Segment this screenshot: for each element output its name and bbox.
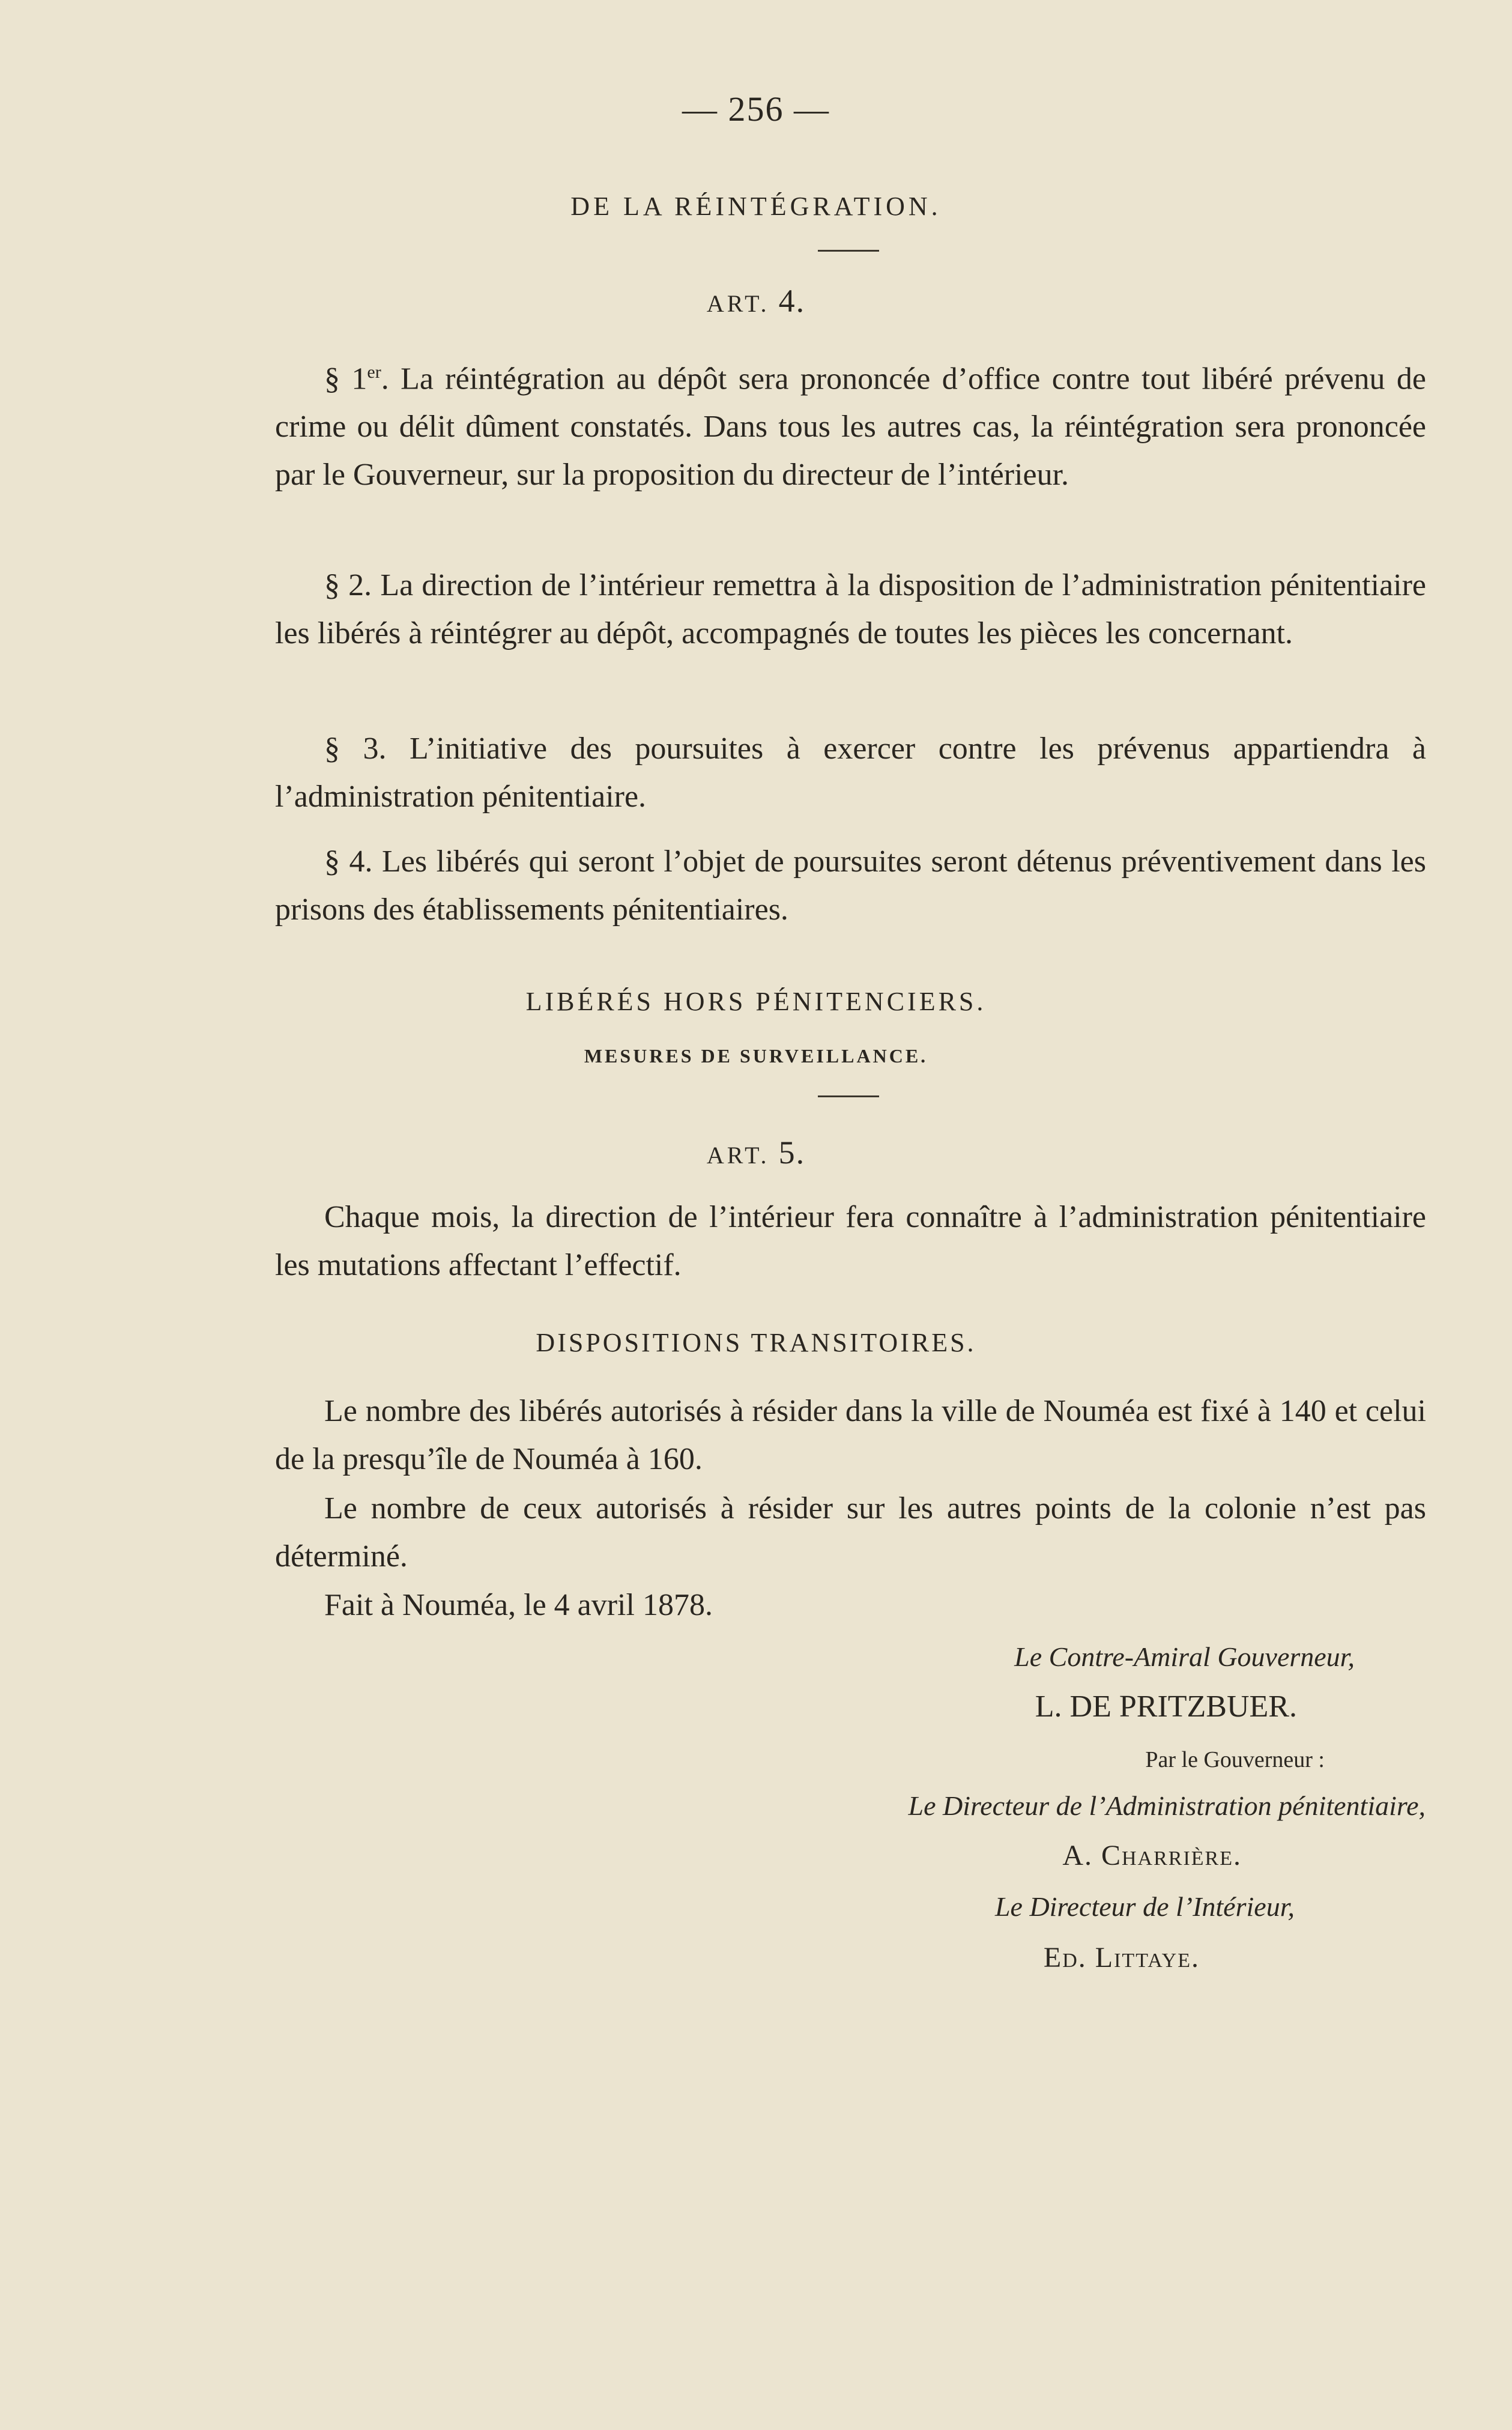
article-number: 5. [778,1135,806,1171]
interior-director-title: Le Directeur de l’Intérieur, [994,1891,1295,1922]
article-5-heading [0,1134,1512,1171]
paragraph-text: . La réintégration au dépôt sera prononcée d’office contre tout libéré prévenu de crime ou délit dûment constatés. Dans tous les autres cas, la réintégration sera prononcée par le Gouverneur, sur la proposition du directeur de l’intérieur. [275,362,1427,492]
paragraph-transitional-1: Le nombre des libérés autorisés à résider dans la ville de Nouméa est fixé à 140 et celui de la presqu’île de Nouméa à 160. [275,1394,1426,1476]
heading-rule [818,1095,879,1097]
section-heading-reintegration: DE LA RÉINTÉGRATION. [570,192,942,221]
paragraph-s3: § 3. L’initiative des poursuites à exercer contre les prévenus appartiendra à l’administration pénitentiaire. [275,732,1426,814]
by-governor-line: Par le Gouverneur : [1145,1747,1325,1772]
paragraph-s4: § 4. Les libérés qui seront l’objet de poursuites seront détenus préventivement dans les prisons des établissements pénitentiaires. [275,844,1426,927]
subheading-surveillance: MESURES DE SURVEILLANCE. [584,1045,928,1067]
penitentiary-director-name: A. Charrière. [1062,1840,1242,1871]
paragraph-s1 [275,348,1426,499]
section-heading-transitoires: DISPOSITIONS TRANSITOIRES. [536,1328,976,1357]
article-4-heading [0,282,1512,320]
done-at-line: Fait à Nouméa, le 4 avril 1878. [324,1588,713,1622]
section-heading-liberes: LIBÉRÉS HORS PÉNITENCIERS. [525,987,987,1016]
page-number: — 256 — [682,89,830,129]
penitentiary-director-title: Le Directeur de l’Administration pénitentiaire, [908,1790,1426,1821]
article-number: 4. [778,283,806,319]
interior-director-name: Ed. Littaye. [1043,1942,1200,1974]
article-prefix: ART. [706,290,770,317]
paragraph-transitional-2: Le nombre de ceux autorisés à résider sur les autres points de la colonie n’est pas déterminé. [275,1491,1426,1574]
governor-title: Le Contre-Amiral Gouverneur, [1014,1641,1355,1672]
article-prefix: ART. [706,1142,770,1169]
section-mark: § 1 [324,362,367,396]
paragraph-article-5: Chaque mois, la direction de l’intérieur fera connaître à l’administration pénitentiaire les mutations affectant l’effectif. [275,1200,1426,1282]
section-mark-superscript: er [367,362,381,382]
governor-name: L. DE PRITZBUER. [1035,1689,1297,1724]
paragraph-s2: § 2. La direction de l’intérieur remettra à la disposition de l’administration pénitentiaire les libérés à réintégrer au dépôt, accompagnés de toutes les pièces les concernant. [275,568,1426,650]
heading-rule [818,250,879,252]
